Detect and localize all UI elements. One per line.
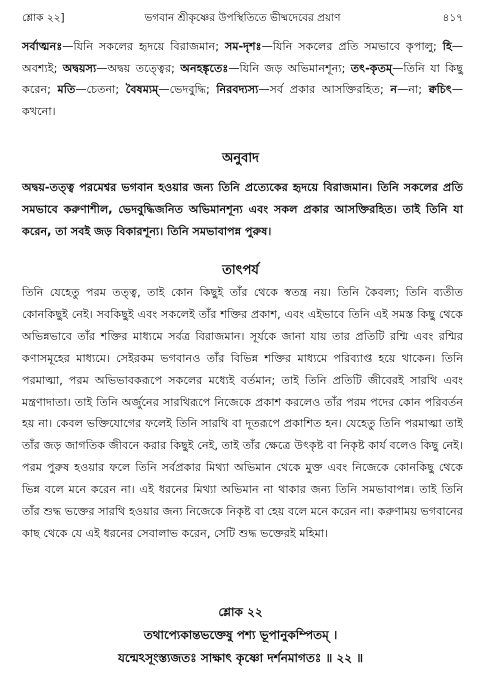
synonym-term: সর্বাত্মনঃ — [22, 40, 63, 53]
header-chapter-title: ভগবান শ্রীকৃষ্ণের উপস্থিতিতে ভীষ্মদেবের প্রয়াণ — [144, 12, 341, 24]
page-number: ৪১৭ — [442, 12, 463, 24]
synonym-term: ক্বচিৎ — [428, 83, 452, 96]
synonym-term: হি — [442, 40, 452, 53]
purport-text: তিনি যেহেতু পরম তত্ত্ব, তাই কোন কিছুই তাঁর থেকে স্বতন্ত্র নয়। তিনি কৈবল্য; তিনি ব্যতীত কোনকিছুই নেই। সবকিছুই এবং সকলেই তাঁর শক্তির প্রকাশ, এবং এইভাবে তিনি এই সমস্ত কিছু থেকে অভিন্নভাবে তাঁর শক্তির মাধ্যমে সর্বত্র বিরাজমান। সূর্যকে জানা যায় তার প্রতিটি রশ্মি এবং রশ্মির কণাসমূহের মাধ্যমে। সেইরকম ভগবানও তাঁর বিভিন্ন শক্তির মাধ্যমে পরিব্যাপ্ত হয়ে থাকেন। তিনি পরমাত্মা, পরম অভিভাবকরূপে সকলের মধ্যেই বর্তমান; তাই তিনি প্রতিটি জীবেরই সারথি এবং মন্ত্রণাদাতা। তাই তিনি অর্জুনের সারথিরূপে নিজেকে প্রকাশ করলেও তাঁর পরম পদের কোন পরিবর্তন হয় না। কেবল ভক্তিযোগের ফলেই তিনি সারথি বা দূতরূপে প্রকাশিত হন। যেহেতু তিনি পরমাত্মা তাই তাঁর জড় জাগতিক জীবনে করার কিছুই নেই, তাই তাঁর ক্ষেত্রে উৎকৃষ্ট বা নিকৃষ্ট কার্য বলেও কিছু নেই। পরম পুরুষ হওয়ার ফলে তিনি সর্বপ্রকার মিথ্যা অভিমান থেকে মুক্ত এবং নিজেকে কোনকিছু থেকে ভিন্ন বলে মনে করেন না। এই ধরনের মিথ্যা অভিমান না থাকার জন্য তিনি সমভাবাপন্ন। তাই তিনি তাঁর শুদ্ধ ভক্তের সারথি হওয়ার জন্য নিজেকে নিকৃষ্ট বা হেয় বলে মনে করেন না। করুণাময় ভগবানের কাছ থেকে যে এই ধরনের সেবালাভ করেন, সেটি শুদ্ধ ভক্তেরই মহিমা। — [22, 286, 463, 540]
synonym-meaning: কখনো। — [22, 104, 56, 118]
purport-heading: তাৎপর্য — [222, 263, 259, 278]
synonym-meaning: চেতনা; — [86, 83, 120, 96]
synonym-meaning: না; — [408, 83, 422, 96]
running-header — [22, 8, 463, 28]
synonym-meaning: যিনি জড় অভিমানশূন্য; — [239, 61, 346, 75]
synonym-meaning: যিনি সকলের প্রতি সমভাবে কৃপালু; — [272, 40, 437, 53]
synonym-term: অনহঙ্কৃতেঃ — [180, 61, 229, 75]
synonym-term: নিরবদ্যস্য — [216, 83, 259, 96]
synonym-term: ন — [390, 83, 398, 96]
synonym-meaning: তিনি যা কিছু করেন; — [22, 61, 464, 96]
synonym-term: মতি — [57, 83, 76, 96]
synonym-meaning: ভেদবুদ্ধি; — [169, 83, 210, 96]
synonym-term: তৎ-কৃতম্ — [350, 61, 393, 75]
synonym-meaning: অদ্বয় তত্ত্বের; — [107, 61, 175, 75]
synonym-term: সম-দৃশঃ — [224, 40, 262, 53]
sanskrit-verse-line-2: যন্মেঽসূংস্ত্যজতঃ সাক্ষাৎ কৃষ্ণো দর্শনমাগতঃ ॥ ২২ ॥ — [117, 651, 364, 665]
header-verse-ref: শ্লোক ২২] — [22, 12, 65, 24]
translation-text: অদ্বয়-তত্ত্ব পরমেশ্বর ভগবান হওয়ার জন্য তিনি প্রত্যেকের হৃদয়ে বিরাজমান। তিনি সকলের প্রতি সমভাবে করুণাশীল, ভেদবুদ্ধিজনিত অভিমানশূন্য এবং সকল প্রকার আসক্তিরহিত। তাই তিনি যা করেন, তা সবই জড় বিকারশূন্য। তিনি সমভাবাপন্ন পুরুষ। — [22, 181, 463, 238]
word-for-word-synonyms: সর্বাত্মনঃ—যিনি সকলের হৃদয়ে বিরাজমান; সম-দৃশঃ—যিনি সকলের প্রতি সমভাবে কৃপালু; হি—অবশ্যই; অদ্বয়স্য—অদ্বয় তত্ত্বের; অনহঙ্কৃতেঃ—যিনি জড় অভিমানশূন্য; তৎ-কৃতম্—তিনি যা কিছু করেন; মতি—চেতনা; বৈষম্যম্—ভেদবুদ্ধি; নিরবদ্যস্য—সর্ব প্রকার আসক্তিরহিত; ন—না; ক্বচিৎ—কখনো। — [22, 40, 464, 118]
synonym-meaning: সর্ব প্রকার আসক্তিরহিত; — [269, 83, 384, 96]
synonym-meaning: অবশ্যই; — [22, 61, 58, 75]
next-verse-heading: শ্লোক ২২ — [218, 605, 263, 619]
synonym-term: বৈষম্যম্ — [125, 83, 159, 96]
synonym-term: অদ্বয়স্য — [62, 61, 97, 75]
translation-heading: অনুবাদ — [222, 151, 259, 166]
sanskrit-verse-line-1: তথাপ্যেকান্তভক্তেষু পশ্য ভূপানুকম্পিতম্ । — [143, 628, 338, 642]
synonym-meaning: যিনি সকলের হৃদয়ে বিরাজমান; — [73, 40, 220, 53]
